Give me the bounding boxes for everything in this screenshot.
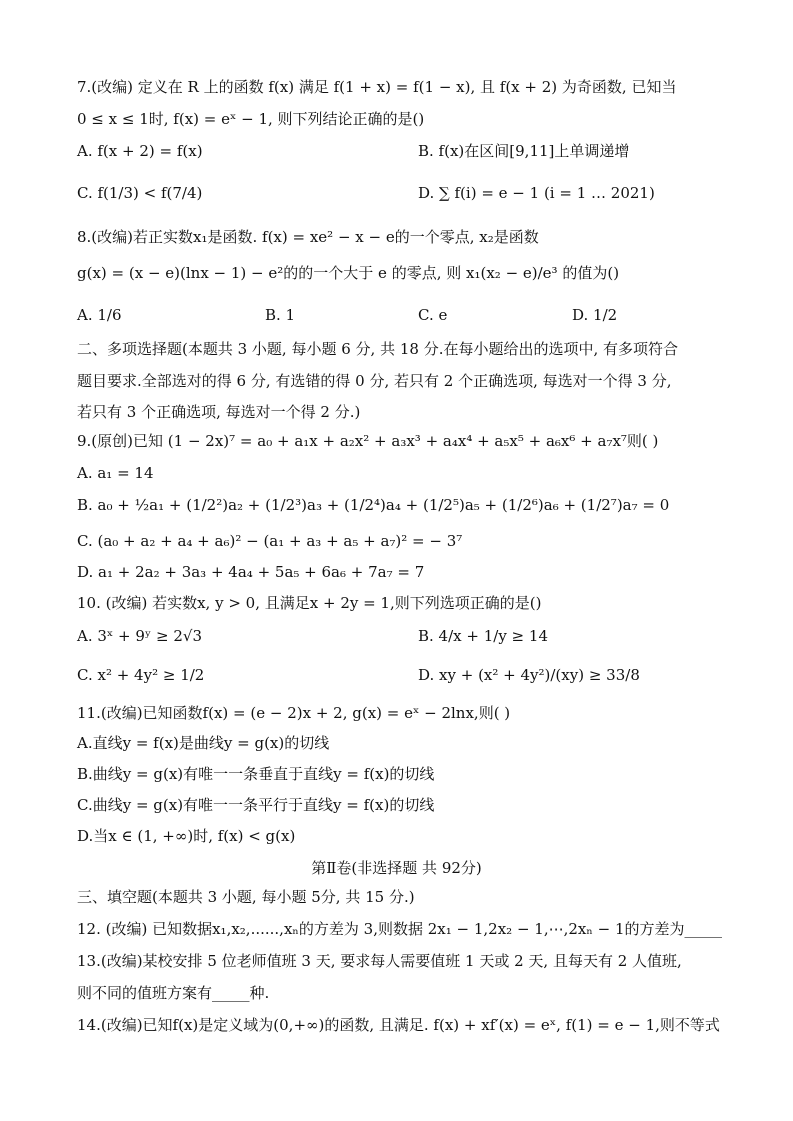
q11-option-d: D.当x ∈ (1, +∞)时, f(x) < g(x) [77, 827, 296, 845]
q9-option-d: D. a₁ + 2a₂ + 3a₃ + 4a₄ + 5a₅ + 6a₆ + 7a₇ = 7 [77, 563, 425, 581]
q7-line2: 0 ≤ x ≤ 1时, f(x) = eˣ − 1, 则下列结论正确的是() [77, 110, 425, 128]
section2-line2: 题目要求.全部选对的得 6 分, 有选错的得 0 分, 若只有 2 个正确选项, 每选对一个得 3 分, [77, 372, 672, 390]
q10-option-d: D. xy + (x² + 4y²)/(xy) ≥ 33/8 [418, 666, 640, 684]
q7-line1: 7.(改编) 定义在 R 上的函数 f(x) 满足 f(1 + x) = f(1 − x), 且 f(x + 2) 为奇函数, 已知当 [77, 78, 677, 96]
q13-line1: 13.(改编)某校安排 5 位老师值班 3 天, 要求每人需要值班 1 天或 2 天, 且每天有 2 人值班, [77, 952, 682, 970]
q11-option-c: C.曲线y = g(x)有唯一一条平行于直线y = f(x)的切线 [77, 796, 435, 814]
q12-text: 12. (改编) 已知数据x₁,x₂,......,xₙ的方差为 3,则数据 2x₁ − 1,2x₂ − 1,⋯,2xₙ − 1的方差为_____ [77, 920, 723, 938]
section2-line3: 若只有 3 个正确选项, 每选对一个得 2 分.) [77, 403, 361, 421]
q10-option-c: C. x² + 4y² ≥ 1/2 [77, 666, 205, 684]
q8-option-b: B. 1 [265, 306, 296, 324]
q9-stem: 9.(原创)已知 (1 − 2x)⁷ = a₀ + a₁x + a₂x² + a₃x³ + a₄x⁴ + a₅x⁵ + a₆x⁶ + a₇x⁷则( ) [77, 432, 659, 450]
q14-text: 14.(改编)已知f(x)是定义域为(0,+∞)的函数, 且满足. f(x) + xf′(x) = eˣ, f(1) = e − 1,则不等式 [77, 1016, 720, 1034]
q10-option-b: B. 4/x + 1/y ≥ 14 [418, 627, 548, 645]
q7-option-c: C. f(1/3) < f(7/4) [77, 184, 203, 202]
q13-line2: 则不同的值班方案有_____种. [77, 984, 270, 1002]
section2-line1: 二、多项选择题(本题共 3 小题, 每小题 6 分, 共 18 分.在每小题给出的选项中, 有多项符合 [77, 340, 679, 358]
q11-option-b: B.曲线y = g(x)有唯一一条垂直于直线y = f(x)的切线 [77, 765, 435, 783]
q8-option-c: C. e [418, 306, 448, 324]
q11-option-a: A.直线y = f(x)是曲线y = g(x)的切线 [77, 734, 330, 752]
q9-option-a: A. a₁ = 14 [77, 464, 154, 482]
q7-option-b: B. f(x)在区间[9,11]上单调递增 [418, 142, 630, 160]
q10-stem: 10. (改编) 若实数x, y > 0, 且满足x + 2y = 1,则下列选项正确的是() [77, 594, 542, 612]
q8-option-d: D. 1/2 [572, 306, 618, 324]
q7-option-a: A. f(x + 2) = f(x) [77, 142, 203, 160]
q7-option-d: D. ∑ f(i) = e − 1 (i = 1 … 2021) [418, 184, 655, 202]
q9-option-c: C. (a₀ + a₂ + a₄ + a₆)² − (a₁ + a₃ + a₅ + a₇)² = − 3⁷ [77, 532, 463, 550]
part2-title: 第Ⅱ卷(非选择题 共 92分) [311, 859, 482, 877]
q9-option-b: B. a₀ + ½a₁ + (1/2²)a₂ + (1/2³)a₃ + (1/2⁴)a₄ + (1/2⁵)a₅ + (1/2⁶)a₆ + (1/2⁷)a₇ = 0 [77, 496, 670, 514]
q8-line2: g(x) = (x − e)(lnx − 1) − e²的的一个大于 e 的零点, 则 x₁(x₂ − e)/e³ 的值为() [77, 264, 620, 282]
q8-line1: 8.(改编)若正实数x₁是函数. f(x) = xe² − x − e的一个零点, x₂是函数 [77, 228, 539, 246]
section3-heading: 三、填空题(本题共 3 小题, 每小题 5分, 共 15 分.) [77, 888, 415, 906]
q11-stem: 11.(改编)已知函数f(x) = (e − 2)x + 2, g(x) = eˣ − 2lnx,则( ) [77, 704, 511, 722]
q8-option-a: A. 1/6 [77, 306, 122, 324]
q10-option-a: A. 3ˣ + 9ʸ ≥ 2√3 [77, 627, 203, 645]
